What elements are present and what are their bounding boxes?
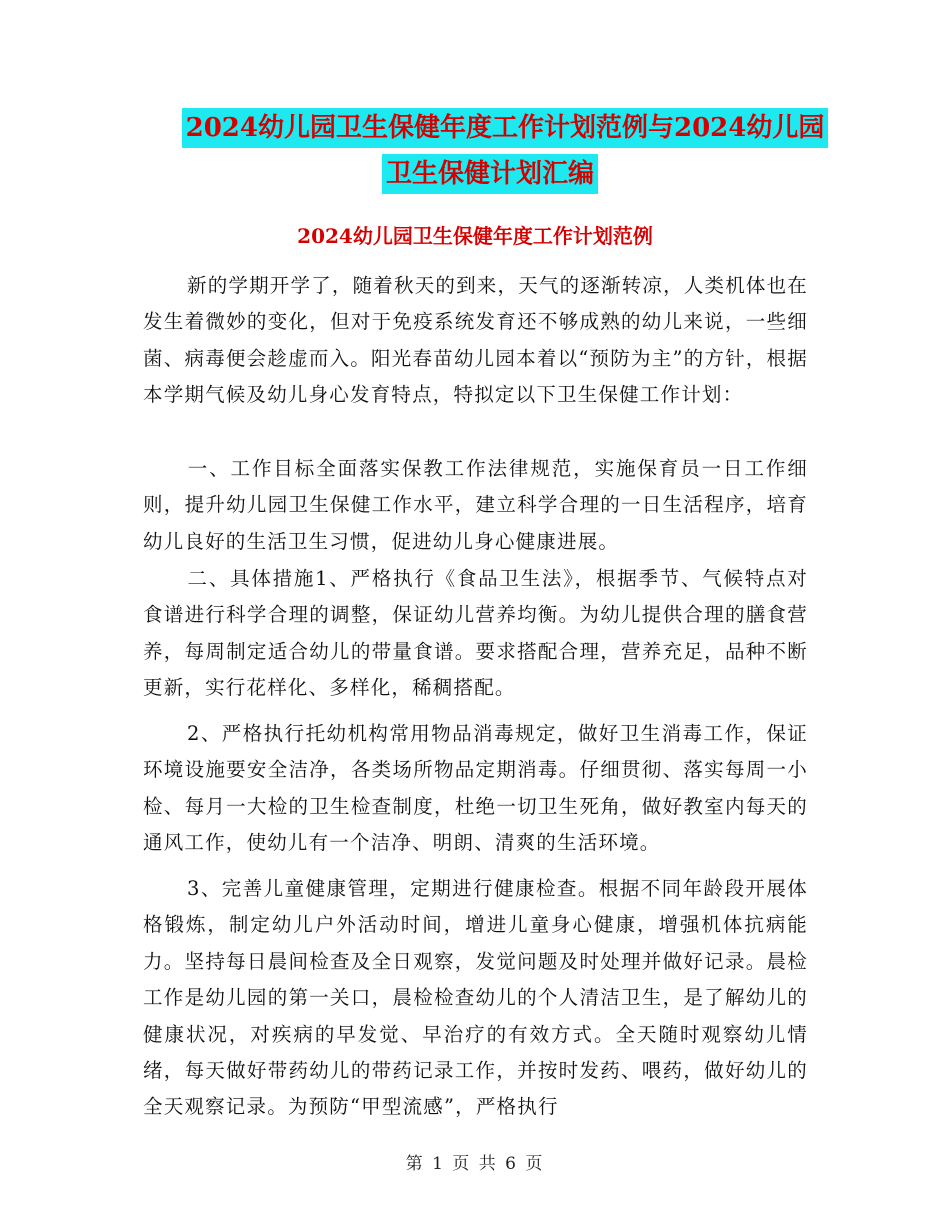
paragraph-text: 二、具体措施1、严格执行《食品卫生法》，根据季节、气候特点对食谱进行科学合理的调整，保证幼儿营养均衡。为幼儿提供合理的膳食营养，每周制定适合幼儿的带量食谱。要求搭配合理，营养充足，品种不断更新，实行花样化、多样化，稀稠搭配。 bbox=[143, 567, 808, 700]
paragraph bbox=[143, 451, 808, 560]
section-subtitle: 2024幼儿园卫生保健年度工作计划范例 bbox=[297, 224, 653, 248]
title-line-1: 2024幼儿园卫生保健年度工作计划范例与2024幼儿园 bbox=[182, 108, 829, 148]
paragraph bbox=[143, 268, 808, 414]
document-title bbox=[150, 108, 830, 194]
paragraph-text: 2、严格执行托幼机构常用物品消毒规定，做好卫生消毒工作，保证环境设施要安全洁净，各类场所物品定期消毒。仔细贯彻、落实每周一小检、每月一大检的卫生检查制度，杜绝一切卫生死角，做好教室内每天的通风工作，使幼儿有一个洁净、明朗、清爽的生活环境。 bbox=[143, 722, 808, 855]
paragraph-text: 3、完善儿童健康管理，定期进行健康检查。根据不同年龄段开展体格锻炼，制定幼儿户外活动时间，增进儿童身心健康，增强机体抗病能力。坚持每日晨间检查及全日观察，发觉问题及时处理并做好记录。晨检工作是幼儿园的第一关口，晨检检查幼儿的个人清洁卫生，是了解幼儿的健康状况，对疾病的早发觉、早治疗的有效方式。全天随时观察幼儿情绪，每天做好带药幼儿的带药记录工作，并按时发药、喂药，做好幼儿的全天观察记录。为预防“甲型流感”，严格执行 bbox=[143, 877, 808, 1119]
paragraph bbox=[143, 561, 808, 707]
paragraph bbox=[143, 716, 808, 862]
paragraph bbox=[143, 871, 808, 1126]
paragraph-text: 新的学期开学了，随着秋天的到来，天气的逐渐转凉，人类机体也在发生着微妙的变化，但对于免疫系统发育还不够成熟的幼儿来说，一些细菌、病毒便会趁虚而入。阳光春苗幼儿园本着以“预防为主”的方针，根据本学期气候及幼儿身心发育特点，特拟定以下卫生保健工作计划： bbox=[143, 274, 809, 407]
page-footer: 第 1 页 共 6 页 bbox=[405, 1154, 545, 1174]
title-line-2: 卫生保健计划汇编 bbox=[382, 154, 598, 194]
paragraph-text: 一、工作目标全面落实保教工作法律规范，实施保育员一日工作细则，提升幼儿园卫生保健工作水平，建立科学合理的一日生活程序，培育幼儿良好的生活卫生习惯，促进幼儿身心健康进展。 bbox=[143, 457, 808, 553]
